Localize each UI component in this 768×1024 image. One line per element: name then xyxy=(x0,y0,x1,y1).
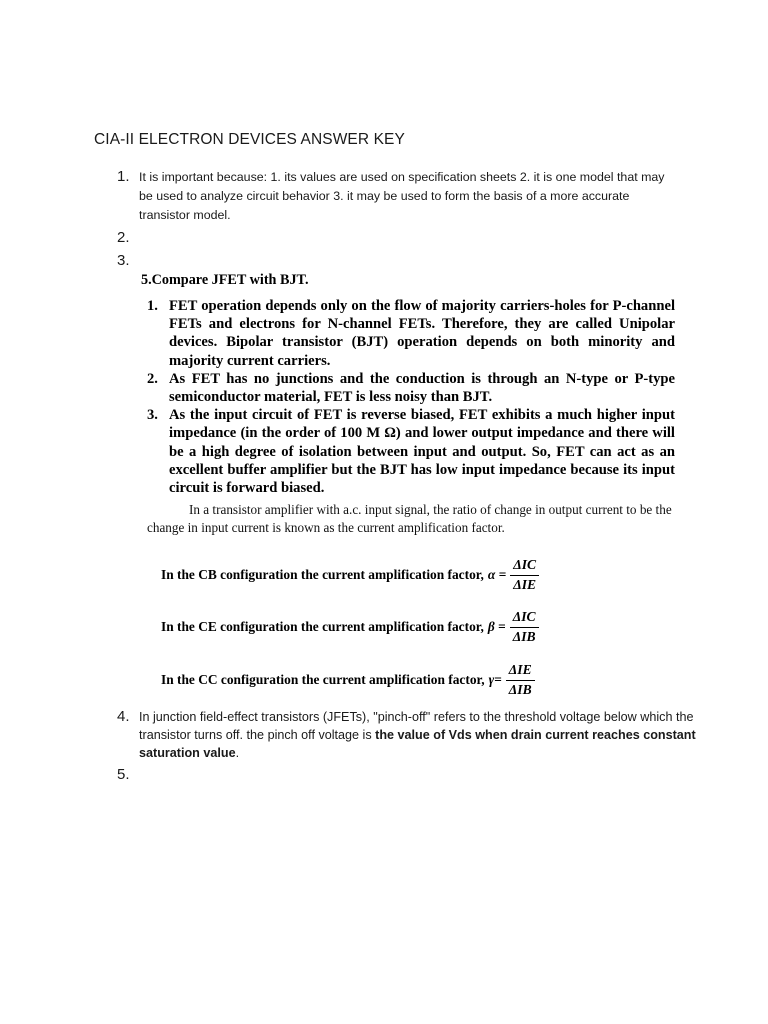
formula-symbol: β = xyxy=(487,619,506,634)
fraction-numerator: ΔIE xyxy=(506,662,535,681)
scanned-excerpt xyxy=(141,272,691,497)
scan-point xyxy=(141,406,675,497)
answer-4-emphasis: the value of Vds when drain current reaches constant saturation value xyxy=(139,728,696,761)
fraction-denominator: ΔIB xyxy=(512,629,536,644)
item-number-5: 5. xyxy=(117,766,130,783)
fraction-denominator: ΔIB xyxy=(508,682,532,697)
fraction xyxy=(506,662,535,698)
fraction-denominator: ΔIE xyxy=(513,577,537,592)
answer-4 xyxy=(139,708,699,763)
fraction xyxy=(510,609,539,645)
item-number-3: 3. xyxy=(117,252,130,269)
answer-1: It is important because: 1. its values are used on specification sheets 2. it is one model that may be used to analyze circuit behavior 3. it may be used to form the basis of a more accurate transistor model. xyxy=(139,170,665,222)
page-title: CIA-II ELECTRON DEVICES ANSWER KEY xyxy=(94,131,405,148)
formula-cb xyxy=(161,557,539,593)
formula-symbol: γ= xyxy=(488,672,502,687)
fraction xyxy=(510,557,539,593)
item-number-2: 2. xyxy=(117,229,130,246)
formula-symbol: α = xyxy=(487,567,507,582)
scan-point-text: As the input circuit of FET is reverse biased, FET exhibits a much higher input impedance (in the order of 100 M Ω) and lower output impedance and there will be a high degree of isolation between input and output. So, FET can act as an excellent buffer amplifier but the BJT has low input impedance because its input circuit is forward biased. xyxy=(169,407,675,497)
scan-point-number: 2. xyxy=(147,370,158,387)
amplification-definition: In a transistor amplifier with a.c. input signal, the ratio of change in output current to be the change in input current is known as the current amplification factor. xyxy=(147,502,672,535)
item-number-4: 4. xyxy=(117,708,130,725)
scan-point-text: As FET has no junctions and the conduction is through an N-type or P-type semiconductor material, FET is less noisy than BJT. xyxy=(169,370,675,406)
formula-ce xyxy=(161,609,539,645)
scan-point-text: FET operation depends only on the flow of majority carriers-holes for P-channel FETs and electrons for N-channel FETs. Therefore, they are called Unipolar devices. Bipolar transistor (BJT) operation depends on both minority and majority current carriers. xyxy=(169,298,675,369)
formula-text: In the CC configuration the current amplification factor, xyxy=(161,672,485,687)
scan-point-number: 1. xyxy=(147,298,158,314)
scan-point xyxy=(141,297,675,370)
formula-text: In the CB configuration the current amplification factor, xyxy=(161,567,484,582)
formula-text: In the CE configuration the current amplification factor, xyxy=(161,619,484,634)
scan-point xyxy=(141,370,675,406)
answer-4-end: . xyxy=(235,746,240,761)
formula-cc xyxy=(161,662,535,698)
item-number-1: 1. xyxy=(117,168,130,185)
scan-point-list xyxy=(141,297,691,497)
fraction-numerator: ΔIC xyxy=(510,557,539,576)
scan-heading: 5.Compare JFET with BJT. xyxy=(141,272,309,288)
scan-point-number: 3. xyxy=(147,407,158,424)
fraction-numerator: ΔIC xyxy=(510,609,539,628)
answer-4-text: In junction field-effect transistors (JFETs), "pinch-off" refers to the threshold voltage below which the transistor turns off. the pinch off voltage is xyxy=(139,710,694,743)
